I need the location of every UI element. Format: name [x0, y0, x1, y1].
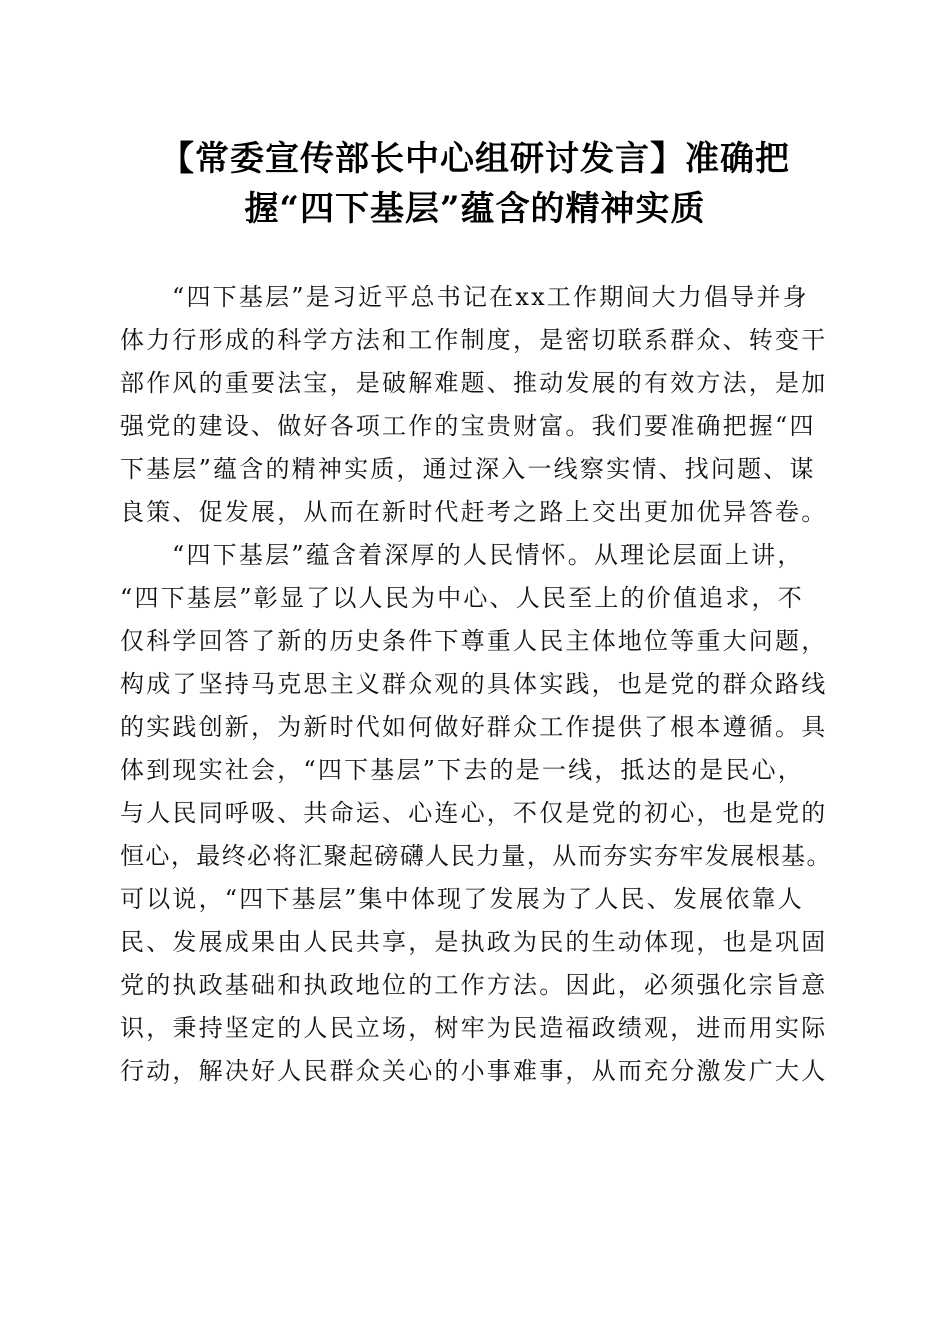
paragraph-line: 党的执政基础和执政地位的工作方法。因此，必须强化宗旨意	[120, 971, 828, 999]
paragraph-line: 下基层”蕴含的精神实质，通过深入一线察实情、找问题、谋	[120, 455, 816, 483]
paragraph-line: 的实践创新，为新时代如何做好群众工作提供了根本遵循。具	[120, 713, 828, 741]
paragraph-line: 行动，解决好人民群众关心的小事难事，从而充分激发广大人	[120, 1057, 828, 1085]
paragraph-line: 良策、促发展，从而在新时代赶考之路上交出更加优异答卷。	[120, 498, 828, 526]
paragraph-line: “四下基层”蕴含着深厚的人民情怀。从理论层面上讲，	[172, 541, 804, 569]
paragraph-line: 与人民同呼吸、共命运、心连心，不仅是党的初心，也是党的	[120, 799, 828, 827]
paragraph-line: 可以说，“四下基层”集中体现了发展为了人民、发展依靠人	[120, 885, 804, 913]
title-line-2: 握“四下基层”蕴含的精神实质	[244, 189, 706, 229]
paragraph-line: 民、发展成果由人民共享，是执政为民的生动体现，也是巩固	[120, 928, 828, 956]
document-body	[120, 276, 832, 1093]
paragraph-line: 部作风的重要法宝，是破解难题、推动发展的有效方法，是加	[120, 369, 828, 397]
paragraph-line: “四下基层”是习近平总书记在xx工作期间大力倡导并身	[172, 283, 809, 311]
paragraph-line: 识，秉持坚定的人民立场，树牢为民造福政绩观，进而用实际	[120, 1014, 828, 1042]
paragraph-2	[120, 534, 832, 1093]
paragraph-line: “四下基层”彰显了以人民为中心、人民至上的价值追求，不	[120, 584, 804, 612]
paragraph-line: 体力行形成的科学方法和工作制度，是密切联系群众、转变干	[120, 326, 828, 354]
title-line-1: 【常委宣传部长中心组研讨发言】准确把	[160, 139, 790, 179]
paragraph-line: 仅科学回答了新的历史条件下尊重人民主体地位等重大问题，	[120, 627, 828, 655]
paragraph-1	[120, 276, 832, 534]
document-title	[120, 134, 830, 234]
paragraph-line: 构成了坚持马克思主义群众观的具体实践，也是党的群众路线	[120, 670, 828, 698]
paragraph-line: 体到现实社会，“四下基层”下去的是一线，抵达的是民心，	[120, 756, 804, 784]
paragraph-line: 恒心，最终必将汇聚起磅礴人民力量，从而夯实夯牢发展根基。	[120, 842, 832, 870]
paragraph-line: 强党的建设、做好各项工作的宝贵财富。我们要准确把握“四	[120, 412, 816, 440]
